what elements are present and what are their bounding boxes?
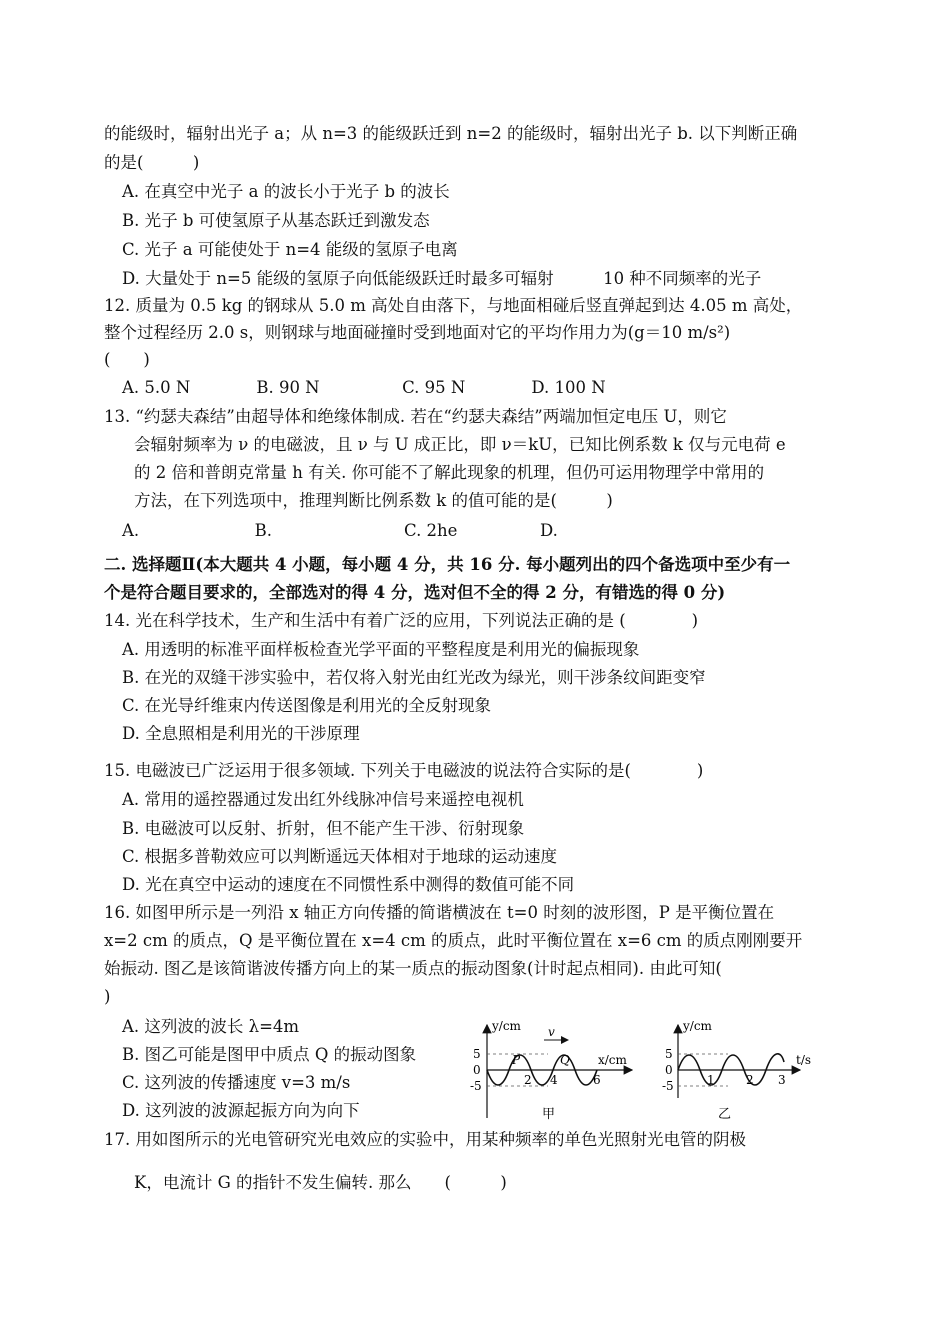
y-tick-5: 5: [665, 1047, 673, 1061]
text-line: 方法，在下列选项中，推理判断比例系数 k 的值可能的是( ): [134, 491, 613, 510]
text-line: ): [104, 987, 111, 1006]
text-line: A. 用透明的标准平面样板检查光学平面的平整程度是利用光的偏振现象: [122, 640, 640, 659]
text-line: 17. 用如图所示的光电管研究光电效应的实验中，用某种频率的单色光照射光电管的阴极: [104, 1130, 746, 1149]
text-line: D. 这列波的波源起振方向为向下: [122, 1101, 360, 1120]
text-line: 的 2 倍和普朗克常量 h 有关. 你可能不了解此现象的机理，但仍可运用物理学中常用的: [134, 463, 765, 482]
point-P: P: [512, 1053, 521, 1067]
text-line: D. 光在真空中运动的速度在不同惯性系中测得的数值可能不同: [122, 875, 575, 894]
caption-jia: 甲: [542, 1107, 556, 1122]
t-tick-1: 1: [707, 1073, 715, 1087]
text-line: 16. 如图甲所示是一列沿 x 轴正方向传播的简谐横波在 t=0 时刻的波形图，P 是平衡位置在: [104, 903, 775, 922]
y-tick-neg5: -5: [662, 1079, 674, 1093]
text-line: x=2 cm 的质点，Q 是平衡位置在 x=4 cm 的质点，此时平衡位置在 x=6 cm 的质点刚刚要开: [104, 931, 803, 950]
text-line: C. 根据多普勒效应可以判断遥远天体相对于地球的运动速度: [122, 847, 558, 866]
text-line: A. 这列波的波长 λ=4m: [122, 1017, 300, 1036]
x-axis-label: x/cm: [598, 1053, 627, 1067]
t-axis-label: t/s: [796, 1053, 812, 1067]
text-line: 12. 质量为 0.5 kg 的钢球从 5.0 m 高处自由落下，与地面相碰后竖直弹起到达 4.05 m 高处，: [104, 296, 803, 315]
text-line: 始振动. 图乙是该简谐波传播方向上的某一质点的振动图象(计时起点相同). 由此可知(: [104, 959, 722, 978]
text-line: 的是( ): [104, 153, 200, 172]
text-line: 二. 选择题Ⅱ(本大题共 4 小题，每小题 4 分，共 16 分. 每小题列出的四个备选项中至少有一: [104, 555, 791, 574]
y-tick-neg5: -5: [470, 1079, 482, 1093]
y-axis-label: y/cm: [492, 1019, 521, 1033]
text-line: C. 光子 a 可能使处于 n=4 能级的氢原子电离: [122, 240, 458, 259]
text-line: D. 大量处于 n=5 能级的氢原子向低能级跃迁时最多可辐射 10 种不同频率的光子: [122, 269, 762, 288]
wave-figure-jia: [470, 1018, 640, 1130]
text-line: B. 光子 b 可使氢原子从基态跃迁到激发态: [122, 211, 430, 230]
y-axis-label: y/cm: [683, 1019, 712, 1033]
x-tick-2: 2: [524, 1073, 532, 1087]
y-tick-5: 5: [473, 1047, 481, 1061]
text-line: 13. “约瑟夫森结”由超导体和绝缘体制成. 若在“约瑟夫森结”两端加恒定电压 U，则它: [104, 407, 727, 426]
text-line: A. 在真空中光子 a 的波长小于光子 b 的波长: [122, 182, 450, 201]
text-line: B. 图乙可能是图甲中质点 Q 的振动图象: [122, 1045, 417, 1064]
origin-label: 0: [665, 1063, 673, 1077]
text-line: 个是符合题目要求的，全部选对的得 4 分，选对但不全的得 2 分，有错选的得 0 分): [104, 583, 726, 602]
text-line: K，电流计 G 的指针不发生偏转. 那么 ( ): [134, 1173, 507, 1192]
text-line: A. 常用的遥控器通过发出红外线脉冲信号来遥控电视机: [122, 790, 524, 809]
origin-label: 0: [473, 1063, 481, 1077]
velocity-label: v: [548, 1025, 555, 1039]
text-line: D. 全息照相是利用光的干涉原理: [122, 724, 360, 743]
caption-yi: 乙: [718, 1107, 732, 1122]
text-line: C. 这列波的传播速度 v=3 m/s: [122, 1073, 351, 1092]
text-line: ( ): [104, 350, 150, 369]
t-tick-3: 3: [778, 1073, 786, 1087]
text-line: 14. 光在科学技术，生产和生活中有着广泛的应用，下列说法正确的是 ( ): [104, 611, 699, 630]
text-line: B. 在光的双缝干涉实验中，若仅将入射光由红光改为绿光，则干涉条纹间距变窄: [122, 668, 706, 687]
text-line: 15. 电磁波已广泛运用于很多领域. 下列关于电磁波的说法符合实际的是( ): [104, 761, 704, 780]
x-tick-4: 4: [550, 1073, 558, 1087]
x-tick-6: 6: [593, 1073, 601, 1087]
text-line: 会辐射频率为 ν 的电磁波，且 ν 与 U 成正比，即 ν＝kU，已知比例系数 k 仅与元电荷 e: [134, 435, 786, 454]
vibration-figure-yi: [660, 1018, 830, 1130]
t-tick-2: 2: [746, 1073, 754, 1087]
text-line: 整个过程经历 2.0 s，则钢球与地面碰撞时受到地面对它的平均作用力为(g＝10 m/s²): [104, 323, 731, 342]
point-Q: Q: [560, 1053, 570, 1067]
text-line: A. 5.0 N B. 90 N C. 95 N D. 100 N: [122, 378, 606, 397]
text-line: 的能级时，辐射出光子 a；从 n=3 的能级跃迁到 n=2 的能级时，辐射出光子 b. 以下判断正确: [104, 124, 798, 143]
text-line: B. 电磁波可以反射、折射，但不能产生干涉、衍射现象: [122, 819, 525, 838]
text-line: C. 在光导纤维束内传送图像是利用光的全反射现象: [122, 696, 492, 715]
text-line: A. B. C. 2he D.: [122, 521, 558, 540]
